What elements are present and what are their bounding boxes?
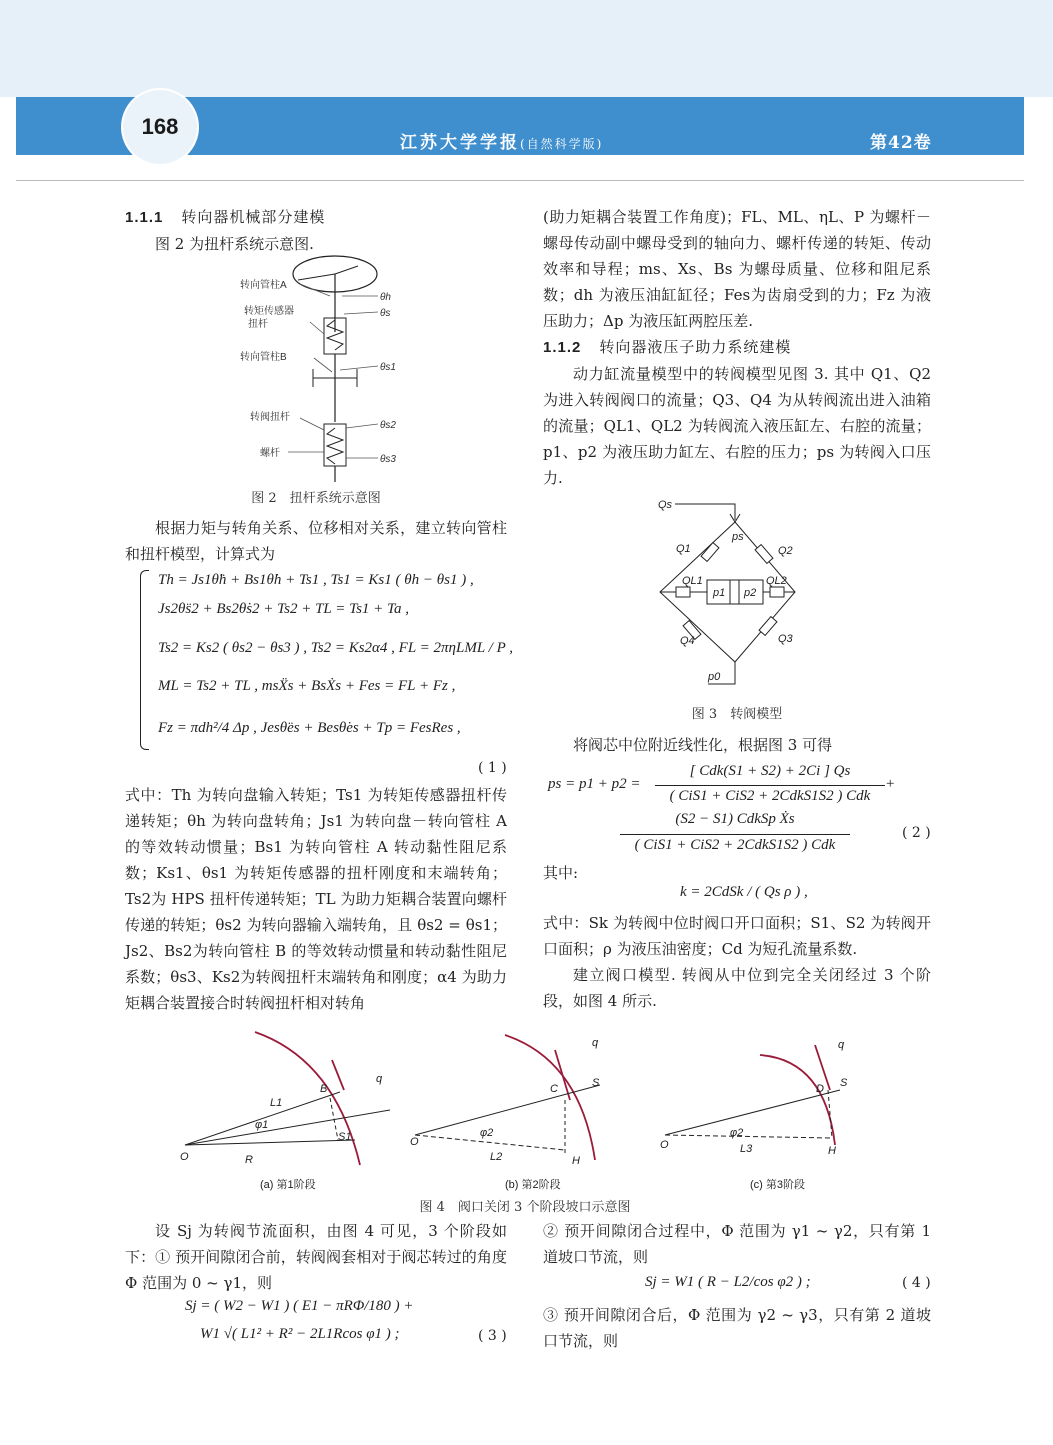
top-band [0, 0, 1053, 97]
eq2-lhs: ps = p1 + p2 = [548, 776, 641, 792]
eq2-num-1: [ Cdk(S1 + S2) + 2Ci ] Qs [689, 763, 851, 779]
eq1-line-1: Th = Js1θ̈h + Bs1θ̇h + Ts1 , Ts1 = Ks1 ( θh − θs1 ) , [158, 572, 474, 588]
fig3-Q4: Q4 [680, 635, 695, 647]
fig4a-phi1: φ1 [255, 1119, 269, 1131]
fig3-p0: p0 [708, 671, 721, 683]
fig4c-S: S [840, 1077, 848, 1089]
fig4-sub-a: (a) 第1阶段 [260, 1179, 316, 1191]
fig4b-O: O [410, 1136, 419, 1148]
fig4-sub-b: (b) 第2阶段 [505, 1179, 561, 1191]
right-column-top [543, 204, 931, 491]
page-number: 168 [123, 90, 197, 164]
eq3-line-2: W1 √( L1² + R² − 2L1Rcos φ1 ) ; [200, 1326, 400, 1342]
fig4c-H: H [828, 1145, 836, 1157]
fig4b-S: S [592, 1077, 600, 1089]
eq1-number: ( 1 ) [478, 760, 507, 776]
para-9: ③ 预开间隙闭合后，Φ 范围为 γ2 ~ γ3，只有第 2 道坡口节流，则 [543, 1306, 931, 1350]
fig4a-R: R [245, 1154, 253, 1166]
eq-k: k = 2CdSk / ( Qs ρ ) , [680, 884, 808, 900]
eq1-line-5: Fz = πdh²/4 Δp , Jesθ̈es + Besθ̇es + Tp = FesRes , [158, 720, 461, 736]
right-para-9 [543, 1302, 931, 1354]
eq2-fraction-bar-1 [655, 785, 885, 786]
eq3-number: ( 3 ) [478, 1328, 507, 1344]
fig4b-H: H [572, 1155, 580, 1167]
fig2-angle-s3: θs3 [380, 454, 396, 465]
para-continued: (助力矩耦合装置工作角度)；FL、ML、ηL、P 为螺杆－螺母传动副中螺母受到的轴向力、螺杆传递的转矩、传动效率和导程；ms、Xs、Bs 为螺母质量、位移和阻尼系数；dh 为液压油缸缸径；Fes为齿扇受到的力；Fz 为液压助力；Δp 为液压缸两腔压差. [543, 208, 931, 330]
fig4b-phi2: φ2 [480, 1127, 494, 1139]
para-7: 建立阀口模型. 转阀从中位到完全关闭经过 3 个阶段，如图 4 所示. [543, 966, 931, 1010]
eq2-num-2: (S2 − S1) CdkSp Ẋs [675, 811, 795, 827]
para-2: 式中：Th 为转向盘输入转矩；Ts1 为转矩传感器扭杆传递转矩；θh 为转向盘转角；Js1 为转向盘－转向管柱 A 的等效转动惯量；Bs1 为转向管柱 A 转动黏性阻尼系数；Ks1、θs1 为转矩传感器的扭杆刚度和末端转角；Ts2为 HPS 扭杆传递转矩；TL 为助力矩耦合装置向螺杆传递的转矩；θs2 为转向器输入端转角，且 θs2 = θs1；Js2、Bs2为转向管柱 B 的等效转动惯量和转动黏性阻尼系数；θs3、Ks2为转阀扭杆末端转角和刚度；α4 为助力矩耦合装置接合时转阀扭杆相对转角 [125, 786, 507, 1012]
fig3-Q2: Q2 [778, 545, 793, 557]
section-heading-112: 1.1.2 转向器液压子助力系统建模 [543, 338, 792, 356]
where-label: 其中: [543, 864, 579, 882]
fig4a-q: q [376, 1073, 383, 1085]
fig2-label-f: 螺杆 [260, 448, 280, 459]
fig2-angle-s: θs [380, 308, 391, 319]
eq4: Sj = W1 ( R − L2/cos φ2 ) ; [645, 1274, 811, 1290]
fig4c-L3: L3 [740, 1143, 753, 1155]
fig2-label-c: 扭杆 [248, 319, 268, 330]
fig3-p1: p1 [713, 587, 726, 599]
fig4c-D: D [816, 1083, 824, 1095]
eq3-line-1: Sj = ( W2 − W1 ) ( E1 − πRΦ/180 ) + [185, 1298, 414, 1314]
fig2-label-e: 转阀扭杆 [250, 412, 290, 423]
fig2-label-a: 转向管柱A [240, 280, 287, 291]
fig2-label-d: 转向管柱B [240, 352, 287, 363]
fig4b-L2: L2 [490, 1151, 503, 1163]
fig2-angle-s2: θs2 [380, 420, 396, 431]
fig3-Qs: Qs [658, 499, 673, 511]
fig4b-q: q [592, 1037, 599, 1049]
fig3-Q3: Q3 [778, 633, 793, 645]
para-5: 将阀芯中位附近线性化，根据图 3 可得 [573, 736, 833, 754]
eq2-number: ( 2 ) [902, 825, 931, 841]
fig3-QL1: QL1 [682, 575, 703, 587]
fig4b-C: C [550, 1083, 558, 1095]
fig4a-B: B [320, 1083, 328, 1095]
fig4c-q: q [838, 1039, 845, 1051]
fig3-Q1: Q1 [676, 543, 691, 555]
fig4c-O: O [660, 1139, 669, 1151]
eq4-number: ( 4 ) [902, 1275, 931, 1291]
eq2-fraction-bar-2 [620, 834, 850, 835]
eq2-plus: + [886, 776, 895, 792]
volume-label: 第42卷 [870, 133, 932, 153]
eq1-brace [140, 570, 149, 750]
right-para-8 [543, 1218, 931, 1270]
left-para-2 [125, 782, 507, 1016]
fig2-angle-h: θh [380, 292, 391, 303]
figure-3-caption: 图 3 转阀模型 [691, 707, 783, 722]
figure-2-torsion-system [230, 252, 420, 484]
fig4a-S1: S1 [338, 1131, 352, 1143]
fig4a-L1: L1 [270, 1097, 283, 1109]
fig2-intro: 图 2 为扭杆系统示意图. [155, 235, 314, 253]
para-8: ② 预开间隙闭合过程中，Φ 范围为 γ1 ~ γ2，只有第 1 道坡口节流，则 [543, 1222, 931, 1266]
fig4-panel-b [410, 1035, 600, 1167]
eq2-den-2: ( CiS1 + CiS2 + 2CdkS1S2 ) Cdk [634, 837, 836, 853]
figure-2-caption: 图 2 扭杆系统示意图 [251, 491, 381, 506]
eq1-line-4: ML = Ts2 + TL , msẌs + BsẊs + Fes = FL + Fz , [158, 678, 456, 694]
para-6: 式中：Sk 为转阀中位时阀口开口面积；S1、S2 为转阀开口面积；ρ 为液压油密度；Cd 为短孔流量系数. [543, 914, 931, 958]
right-where [543, 860, 931, 886]
eq1-line-2: Js2θ̈s2 + Bs2θ̇s2 + Ts2 + TL = Ts1 + Ta , [158, 601, 410, 617]
left-column [125, 204, 507, 257]
journal-title: 江苏大学学报(自然科学版) [400, 133, 604, 153]
right-para-6-7 [543, 910, 931, 1014]
fig4-sub-c: (c) 第3阶段 [750, 1179, 805, 1191]
para-4: 动力缸流量模型中的转阀模型见图 3. 其中 Q1、Q2 为进入转阀阀口的流量；Q3、Q4 为从转阀流出进入油箱的流量；QL1、QL2 为转阀流入液压缸左、右腔的流量；p1、p2 为液压助力缸左、右腔的压力；ps 为转阀入口压力. [543, 365, 931, 487]
section-heading-111: 1.1.1 转向器机械部分建模 [125, 208, 326, 226]
fig4-panel-a [180, 1032, 390, 1166]
left-para-3 [125, 1218, 507, 1296]
fig3-QL2: QL2 [766, 575, 787, 587]
header-rule [16, 180, 1024, 181]
para-3: 设 Sj 为转阀节流面积，由图 4 可见，3 个阶段如下：① 预开间隙闭合前，转阀阀套相对于阀芯转过的角度 Φ 范围为 0 ~ γ1，则 [125, 1222, 507, 1292]
fig4a-O: O [180, 1151, 189, 1163]
fig4c-phi2: φ2 [730, 1127, 744, 1139]
figure-3-valve-model [640, 492, 830, 692]
fig3-p2: p2 [744, 587, 757, 599]
left-para-1 [125, 515, 507, 567]
fig3-ps: ps [732, 531, 744, 543]
eq1-line-3: Ts2 = Ks2 ( θs2 − θs3 ) , Ts2 = Ks2α4 , FL = 2πηLML / P , [158, 640, 513, 656]
right-para-5 [543, 732, 931, 758]
figure-4-caption: 图 4 阀口关闭 3 个阶段坡口示意图 [419, 1200, 631, 1215]
eq2-den-1: ( CiS1 + CiS2 + 2CdkS1S2 ) Cdk [669, 788, 871, 804]
figure-4-valve-closing-stages [160, 1020, 940, 1195]
fig4-panel-c [660, 1039, 848, 1157]
fig2-label-b: 转矩传感器 [244, 306, 294, 317]
fig2-angle-s1: θs1 [380, 362, 396, 373]
para-1: 根据力矩与转角关系、位移相对关系，建立转向管柱和扭杆模型，计算式为 [125, 519, 507, 563]
